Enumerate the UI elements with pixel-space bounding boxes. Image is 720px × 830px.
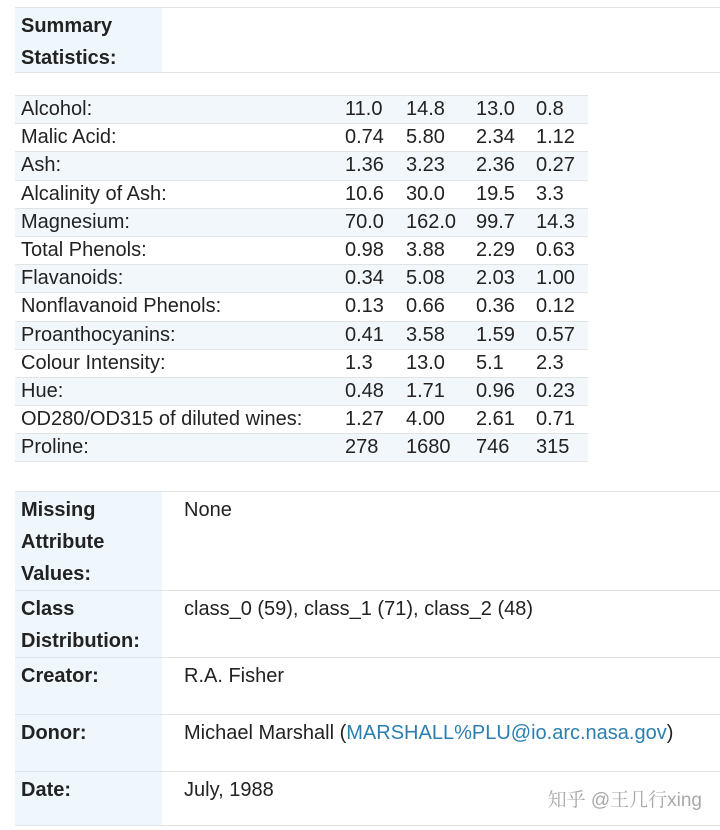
stats-value: 162.0 (400, 208, 470, 236)
stats-value: 99.7 (470, 208, 530, 236)
stats-value: 0.27 (530, 152, 588, 180)
stats-row (15, 265, 588, 293)
class-distribution-value: class_0 (59), class_1 (71), class_2 (48) (184, 598, 534, 620)
stats-value: 3.88 (400, 236, 470, 264)
stats-value: 0.74 (339, 124, 400, 152)
stats-value: 2.61 (470, 406, 530, 434)
stats-value: 0.57 (530, 321, 588, 349)
missing-values-label (15, 492, 162, 590)
stats-value: 3.23 (400, 152, 470, 180)
stats-value: 0.13 (339, 293, 400, 321)
class-distribution-row (15, 590, 720, 657)
stats-value: 4.00 (400, 406, 470, 434)
creator-row (15, 657, 720, 714)
stats-value: 5.80 (400, 124, 470, 152)
creator-label: Creator: (15, 658, 162, 714)
stats-value: 0.36 (470, 293, 530, 321)
stats-value: 5.1 (470, 349, 530, 377)
stats-value: 2.36 (470, 152, 530, 180)
date-value: July, 1988 (184, 779, 274, 801)
creator-value: R.A. Fisher (184, 665, 285, 687)
stats-value: 0.41 (339, 321, 400, 349)
stats-value: 1680 (400, 434, 470, 462)
stats-value: 10.6 (339, 180, 400, 208)
stats-attribute: Ash: (15, 152, 339, 180)
stats-value: 19.5 (470, 180, 530, 208)
donor-label: Donor: (15, 715, 162, 771)
stats-value: 5.08 (400, 265, 470, 293)
stats-value: 0.98 (339, 236, 400, 264)
stats-row (15, 208, 588, 236)
class-distribution-label-text: Class Distribution: (21, 598, 140, 652)
stats-value: 2.34 (470, 124, 530, 152)
stats-value: 13.0 (400, 349, 470, 377)
stats-attribute: OD280/OD315 of diluted wines: (15, 406, 339, 434)
summary-statistics-body (162, 8, 720, 72)
watermark: 知乎 @王几行xing (547, 790, 702, 811)
stats-value: 0.34 (339, 265, 400, 293)
stats-value: 3.58 (400, 321, 470, 349)
stats-attribute: Total Phenols: (15, 236, 339, 264)
stats-value: 70.0 (339, 208, 400, 236)
stats-value: 0.96 (470, 377, 530, 405)
stats-attribute: Colour Intensity: (15, 349, 339, 377)
stats-attribute: Alcohol: (15, 96, 339, 124)
donor-value (162, 715, 720, 771)
summary-stats-table (15, 95, 588, 462)
class-distribution-label (15, 591, 162, 657)
stats-row (15, 180, 588, 208)
stats-value: 1.71 (400, 377, 470, 405)
stats-attribute: Nonflavanoid Phenols: (15, 293, 339, 321)
stats-value: 14.3 (530, 208, 588, 236)
stats-value: 3.3 (530, 180, 588, 208)
stats-attribute: Proline: (15, 434, 339, 462)
stats-value: 1.12 (530, 124, 588, 152)
stats-value: 1.59 (470, 321, 530, 349)
stats-value: 0.8 (530, 96, 588, 124)
summary-statistics-label (15, 8, 162, 72)
stats-attribute: Alcalinity of Ash: (15, 180, 339, 208)
stats-row (15, 236, 588, 264)
stats-value: 11.0 (339, 96, 400, 124)
stats-value: 0.48 (339, 377, 400, 405)
stats-value: 1.3 (339, 349, 400, 377)
date-label: Date: (15, 772, 162, 825)
stats-row (15, 293, 588, 321)
stats-row (15, 96, 588, 124)
missing-values-value: None (184, 499, 232, 521)
stats-row (15, 434, 588, 462)
missing-values-label-text: Missing Attribute Values: (21, 499, 105, 585)
stats-attribute: Flavanoids: (15, 265, 339, 293)
stats-value: 13.0 (470, 96, 530, 124)
stats-value: 1.36 (339, 152, 400, 180)
stats-row (15, 124, 588, 152)
stats-row (15, 321, 588, 349)
stats-value: 1.00 (530, 265, 588, 293)
stats-value: 0.23 (530, 377, 588, 405)
stats-attribute: Proanthocyanins: (15, 321, 339, 349)
stats-value: 14.8 (400, 96, 470, 124)
stats-row (15, 406, 588, 434)
stats-value: 2.3 (530, 349, 588, 377)
stats-attribute: Hue: (15, 377, 339, 405)
donor-email-link[interactable]: MARSHALL%PLU@io.arc.nasa.gov (346, 722, 667, 744)
summary-statistics-row (15, 7, 720, 73)
donor-row (15, 714, 720, 771)
stats-value: 746 (470, 434, 530, 462)
summary-statistics-label-text: Summary Statistics: (21, 15, 117, 69)
stats-value: 0.66 (400, 293, 470, 321)
stats-value: 1.27 (339, 406, 400, 434)
stats-value: 0.63 (530, 236, 588, 264)
stats-value: 0.12 (530, 293, 588, 321)
stats-value: 30.0 (400, 180, 470, 208)
stats-value: 278 (339, 434, 400, 462)
donor-close-paren: ) (666, 722, 674, 744)
missing-values-row (15, 491, 720, 590)
stats-row (15, 152, 588, 180)
stats-row (15, 377, 588, 405)
stats-value: 2.03 (470, 265, 530, 293)
stats-table-body (15, 96, 588, 462)
stats-row (15, 349, 588, 377)
stats-attribute: Malic Acid: (15, 124, 339, 152)
donor-name: Michael Marshall ( (184, 722, 347, 744)
stats-value: 2.29 (470, 236, 530, 264)
stats-attribute: Magnesium: (15, 208, 339, 236)
stats-value: 0.71 (530, 406, 588, 434)
stats-value: 315 (530, 434, 588, 462)
